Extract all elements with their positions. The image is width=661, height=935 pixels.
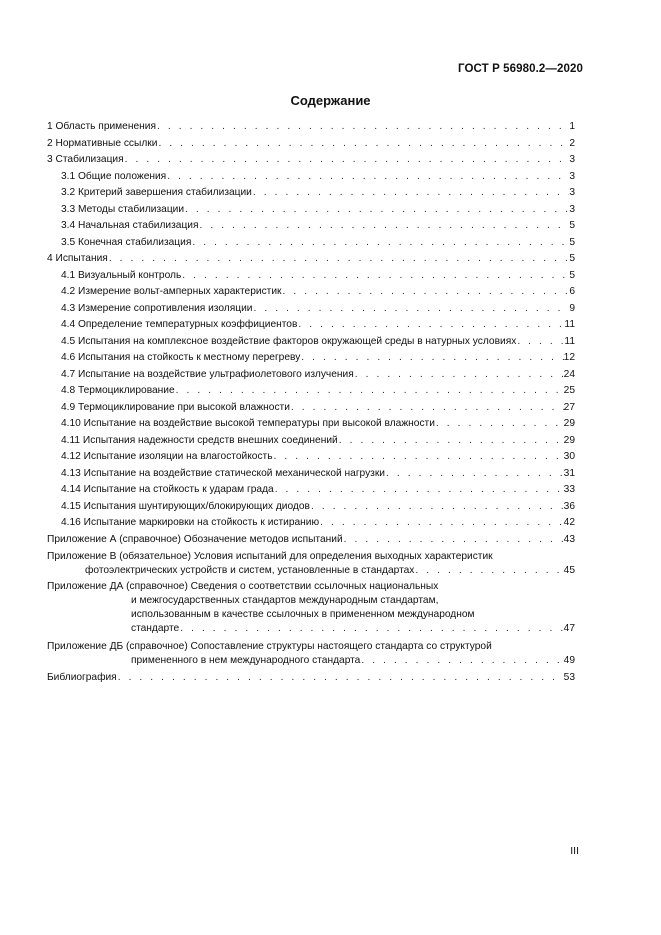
leader-dots [181,268,569,285]
toc-entry-4-4[interactable] [47,317,575,334]
toc-page-number: 5 [569,236,575,248]
leader-dots [157,136,569,153]
toc-page-number: 42 [563,517,575,528]
toc-page-number: 29 [563,434,575,446]
leader-dots [385,466,564,483]
toc-entry-text: 3.5 Конечная стабилизация [61,236,192,248]
toc-entry-text: 4.8 Термоциклирование [61,385,175,396]
toc-page-number: 29 [563,418,575,429]
toc-entry-appendix-db[interactable] [47,640,575,668]
toc-entry-text: Приложение А (справочное) Обозначение методов испытаний [47,533,343,545]
toc-entry-text: 4.5 Испытания на комплексное воздействие факторов окружающей среды в натурных условиях [61,335,517,347]
toc-page-number: 3 [569,154,575,165]
toc-entry-4-1[interactable] [47,268,575,285]
toc-entry-text-continued: стандарте [131,623,180,634]
toc-page-number: 53 [563,672,575,683]
toc-page-number: 27 [563,401,575,413]
toc-title: Содержание [290,93,371,108]
leader-dots [300,350,563,367]
toc-entry-text: Приложение ДА (справочное) Сведения о соответствии ссылочных национальных [47,581,439,592]
toc-entry-text: 4.13 Испытание на воздействие статической механической нагрузки [61,467,385,479]
toc-page-number: 11 [564,335,575,347]
toc-entry-text: 3.2 Критерий завершения стабилизации [61,187,252,198]
leader-dots [338,433,564,450]
toc-entry-3-4[interactable] [47,218,575,235]
page-number: III [570,845,579,857]
leader-dots [175,383,564,400]
leader-dots [184,202,569,219]
leader-dots [435,416,564,433]
toc-page-number: 5 [569,220,575,231]
toc-entry-4-2[interactable] [47,284,575,301]
toc-page-number: 5 [569,269,575,281]
toc-entry-appendix-da[interactable] [47,580,575,636]
toc-entry-3-2[interactable] [47,185,575,202]
toc-entry-4-3[interactable] [47,301,575,318]
toc-entry-4-15[interactable] [47,499,575,516]
toc-entry-text-continued: и межгосударственных стандартов международным стандартам, [131,595,439,606]
leader-dots [252,301,569,318]
toc-entry-4-13[interactable] [47,466,575,483]
toc-entry-text: 4.6 Испытания на стойкость к местному перегреву [61,352,301,363]
toc-entry-3-3[interactable] [47,202,575,219]
leader-dots [166,169,569,186]
toc-entry-text: 4.2 Измерение вольт-амперных характеристик [61,286,282,297]
leader-dots [297,317,564,334]
toc-entry-text-continued: использованным в качестве ссылочных в примененном международном [131,609,475,620]
toc-entry-3[interactable] [47,152,575,169]
leader-dots [516,334,564,351]
leader-dots [360,654,563,668]
toc-page-number: 30 [563,451,575,462]
toc-page-number: 47 [563,623,575,634]
leader-dots [156,119,569,136]
leader-dots [117,670,564,687]
toc-page-number: 49 [563,655,575,666]
toc-entry-4[interactable] [47,251,575,268]
toc-page-number: 2 [569,137,575,149]
toc-entry-text: 4.12 Испытание изоляции на влагостойкость [61,451,273,462]
toc-entry-4-11[interactable] [47,433,575,450]
toc-entry-text: 2 Нормативные ссылки [47,137,158,149]
leader-dots [319,515,564,532]
toc-entry-bibliography[interactable] [47,670,575,687]
toc-entry-4-5[interactable] [47,334,575,351]
toc-page-number: 11 [564,319,575,330]
toc-entry-4-12[interactable] [47,449,575,466]
toc-page-number: 3 [569,203,575,215]
toc-page-number: 6 [569,286,575,297]
toc-entry-4-16[interactable] [47,515,575,532]
toc-entry-3-1[interactable] [47,169,575,186]
leader-dots [191,235,569,252]
toc-page-number: 43 [563,533,575,545]
toc-entry-text: 4.15 Испытания шунтирующих/блокирующих диодов [61,500,310,512]
leader-dots [290,400,564,417]
toc-entry-4-9[interactable] [47,400,575,417]
leader-dots [199,218,570,235]
toc-page-number: 25 [563,385,575,396]
toc-entry-text: Библиография [47,672,117,683]
leader-dots [179,622,563,636]
toc-page-number: 12 [563,352,575,363]
leader-dots [108,251,570,268]
toc-entry-2[interactable] [47,136,575,153]
leader-dots [281,284,569,301]
toc-page-number: 1 [569,121,575,132]
toc-page-number: 24 [563,368,575,380]
toc-entry-text: 4 Испытания [47,253,108,264]
toc-entry-text: 4.14 Испытание на стойкость к ударам града [61,484,274,495]
toc-page-number: 3 [569,187,575,198]
toc-entry-text: 3 Стабилизация [47,154,124,165]
toc-entry-1[interactable] [47,119,575,136]
toc-entry-text: Приложение ДБ (справочное) Сопоставление структуры настоящего стандарта со структурой [47,641,492,652]
leader-dots [354,367,564,384]
toc-page-number: 31 [563,467,575,479]
toc-entry-appendix-b[interactable] [47,550,575,578]
toc-entry-text: 3.1 Общие положения [61,170,167,182]
toc-entry-text: 3.3 Методы стабилизации [61,203,185,215]
toc-entry-text-continued: примененного в нем международного стандарта [131,655,361,666]
toc-entry-4-7[interactable] [47,367,575,384]
leader-dots [273,449,564,466]
leader-dots [252,185,569,202]
toc-entry-text: 4.1 Визуальный контроль [61,269,182,281]
toc-entry-text-continued: фотоэлектрических устройств и систем, установленные в стандартах [85,565,415,576]
toc-entry-appendix-a[interactable] [47,532,575,549]
toc-entry-3-5[interactable] [47,235,575,252]
toc-page-number: 45 [563,565,575,576]
leader-dots [310,499,564,516]
leader-dots [343,532,564,549]
toc-entry-4-6[interactable] [47,350,575,367]
toc-entry-4-8[interactable] [47,383,575,400]
leader-dots [414,564,563,578]
toc-entry-text: 4.3 Измерение сопротивления изоляции [61,302,253,314]
toc-page-number: 3 [569,170,575,182]
leader-dots [274,482,564,499]
toc-entry-text: Приложение В (обязательное) Условия испытаний для определения выходных характеристик [47,551,493,562]
toc-entry-text: 1 Область применения [47,121,156,132]
toc-page-number: 33 [563,484,575,495]
toc-entry-4-14[interactable] [47,482,575,499]
toc-page-number: 5 [569,253,575,264]
toc-page-number: 36 [563,500,575,512]
toc-entry-text: 4.9 Термоциклирование при высокой влажности [61,401,290,413]
table-of-contents [47,119,575,687]
toc-entry-text: 3.4 Начальная стабилизация [61,220,199,231]
document-code: ГОСТ Р 56980.2—2020 [458,63,583,75]
toc-entry-text: 4.16 Испытание маркировки на стойкость к истиранию [61,517,320,528]
toc-entry-text: 4.7 Испытание на воздействие ультрафиолетового излучения [61,368,354,380]
toc-entry-text: 4.4 Определение температурных коэффициентов [61,319,298,330]
toc-entry-4-10[interactable] [47,416,575,433]
toc-entry-text: 4.10 Испытание на воздействие высокой температуры при высокой влажности [61,418,435,429]
toc-entry-text: 4.11 Испытания надежности средств внешних соединений [61,434,338,446]
leader-dots [124,152,570,169]
toc-page-number: 9 [569,302,575,314]
